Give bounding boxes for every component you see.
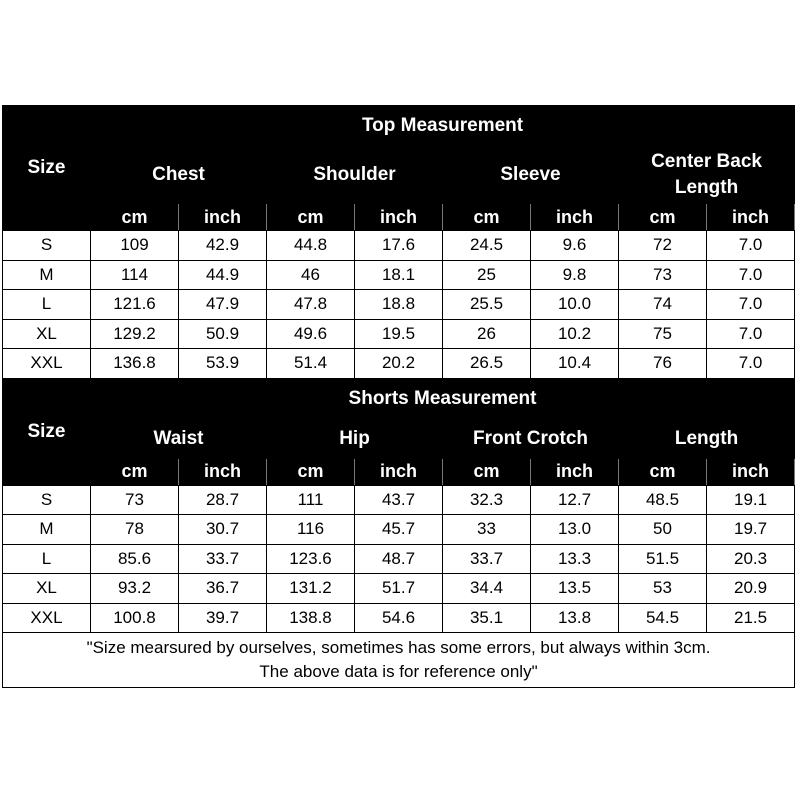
unit-cm: cm — [267, 204, 355, 231]
data-cell: 20.2 — [355, 349, 443, 379]
size-table — [2, 105, 795, 688]
data-cell: 25 — [443, 260, 531, 290]
data-cell: 20.3 — [707, 544, 795, 574]
data-cell: 30.7 — [179, 515, 267, 545]
unit-inch: inch — [355, 458, 443, 485]
data-cell: 7.0 — [707, 349, 795, 379]
data-cell: 123.6 — [267, 544, 355, 574]
data-cell: 33.7 — [179, 544, 267, 574]
unit-cm: cm — [619, 458, 707, 485]
data-cell: 18.1 — [355, 260, 443, 290]
data-cell: 109 — [91, 231, 179, 261]
table-row — [3, 574, 795, 604]
data-cell: 7.0 — [707, 231, 795, 261]
data-cell: 46 — [267, 260, 355, 290]
table-row — [3, 485, 795, 515]
unit-inch: inch — [179, 458, 267, 485]
table-row — [3, 290, 795, 320]
data-cell: 73 — [619, 260, 707, 290]
table-row — [3, 603, 795, 633]
data-cell: 10.2 — [531, 319, 619, 349]
data-cell: 44.9 — [179, 260, 267, 290]
unit-inch: inch — [355, 204, 443, 231]
data-cell: 35.1 — [443, 603, 531, 633]
data-cell: 19.5 — [355, 319, 443, 349]
data-cell: 45.7 — [355, 515, 443, 545]
data-cell: 18.8 — [355, 290, 443, 320]
data-cell: 19.1 — [707, 485, 795, 515]
data-cell: 111 — [267, 485, 355, 515]
data-cell: 7.0 — [707, 260, 795, 290]
data-cell: 53 — [619, 574, 707, 604]
note-line-2: The above data is for reference only" — [259, 662, 538, 681]
data-cell: 44.8 — [267, 231, 355, 261]
data-cell: 48.5 — [619, 485, 707, 515]
top-section — [3, 106, 795, 379]
shorts-column-hip: Hip — [267, 419, 443, 458]
data-cell: 138.8 — [267, 603, 355, 633]
data-cell: 51.5 — [619, 544, 707, 574]
data-cell: 13.8 — [531, 603, 619, 633]
disclaimer-note — [3, 633, 795, 688]
data-cell: 51.4 — [267, 349, 355, 379]
size-cell: M — [3, 515, 91, 545]
data-cell: 129.2 — [91, 319, 179, 349]
data-cell: 93.2 — [91, 574, 179, 604]
size-cell: XXL — [3, 349, 91, 379]
unit-cm: cm — [443, 458, 531, 485]
data-cell: 13.3 — [531, 544, 619, 574]
data-cell: 33 — [443, 515, 531, 545]
unit-cm: cm — [91, 204, 179, 231]
size-cell: XL — [3, 574, 91, 604]
table-row — [3, 349, 795, 379]
data-cell: 43.7 — [355, 485, 443, 515]
table-row — [3, 260, 795, 290]
data-cell: 136.8 — [91, 349, 179, 379]
data-cell: 73 — [91, 485, 179, 515]
shorts-measurement-title: Shorts Measurement — [91, 378, 795, 419]
data-cell: 72 — [619, 231, 707, 261]
data-cell: 54.5 — [619, 603, 707, 633]
data-cell: 10.4 — [531, 349, 619, 379]
unit-inch: inch — [707, 204, 795, 231]
data-cell: 53.9 — [179, 349, 267, 379]
note-line-1: "Size mearsured by ourselves, sometimes has some errors, but always within 3cm. — [86, 638, 711, 657]
unit-inch: inch — [179, 204, 267, 231]
size-cell: L — [3, 544, 91, 574]
shorts-column-front-crotch: Front Crotch — [443, 419, 619, 458]
unit-inch: inch — [531, 458, 619, 485]
size-cell: XL — [3, 319, 91, 349]
data-cell: 54.6 — [355, 603, 443, 633]
data-cell: 12.7 — [531, 485, 619, 515]
data-cell: 32.3 — [443, 485, 531, 515]
unit-cm: cm — [267, 458, 355, 485]
size-cell: S — [3, 485, 91, 515]
data-cell: 51.7 — [355, 574, 443, 604]
data-cell: 100.8 — [91, 603, 179, 633]
data-cell: 24.5 — [443, 231, 531, 261]
top-units-row — [3, 204, 795, 231]
shorts-units-row — [3, 458, 795, 485]
table-row — [3, 319, 795, 349]
table-row — [3, 544, 795, 574]
data-cell: 28.7 — [179, 485, 267, 515]
note-row — [3, 633, 795, 688]
unit-cm: cm — [619, 204, 707, 231]
data-cell: 39.7 — [179, 603, 267, 633]
data-cell: 26 — [443, 319, 531, 349]
shorts-section — [3, 378, 795, 688]
data-cell: 50.9 — [179, 319, 267, 349]
data-cell: 131.2 — [267, 574, 355, 604]
top-column-center-back-length: Center Back Length — [619, 147, 795, 204]
data-cell: 26.5 — [443, 349, 531, 379]
top-column-chest: Chest — [91, 147, 267, 204]
data-cell: 48.7 — [355, 544, 443, 574]
size-chart — [2, 105, 794, 688]
data-cell: 121.6 — [91, 290, 179, 320]
data-cell: 114 — [91, 260, 179, 290]
data-cell: 7.0 — [707, 319, 795, 349]
data-cell: 34.4 — [443, 574, 531, 604]
size-cell: XXL — [3, 603, 91, 633]
top-measurement-title: Top Measurement — [91, 106, 795, 147]
table-row — [3, 231, 795, 261]
data-cell: 78 — [91, 515, 179, 545]
data-cell: 13.5 — [531, 574, 619, 604]
data-cell: 36.7 — [179, 574, 267, 604]
top-size-header: Size — [3, 106, 91, 231]
data-cell: 9.8 — [531, 260, 619, 290]
data-cell: 10.0 — [531, 290, 619, 320]
shorts-size-header: Size — [3, 378, 91, 485]
data-cell: 13.0 — [531, 515, 619, 545]
data-cell: 47.9 — [179, 290, 267, 320]
table-row — [3, 515, 795, 545]
data-cell: 74 — [619, 290, 707, 320]
data-cell: 7.0 — [707, 290, 795, 320]
size-cell: L — [3, 290, 91, 320]
shorts-column-length: Length — [619, 419, 795, 458]
size-cell: M — [3, 260, 91, 290]
data-cell: 20.9 — [707, 574, 795, 604]
data-cell: 47.8 — [267, 290, 355, 320]
top-column-shoulder: Shoulder — [267, 147, 443, 204]
shorts-column-waist: Waist — [91, 419, 267, 458]
data-cell: 49.6 — [267, 319, 355, 349]
data-cell: 21.5 — [707, 603, 795, 633]
top-column-sleeve: Sleeve — [443, 147, 619, 204]
unit-inch: inch — [707, 458, 795, 485]
data-cell: 75 — [619, 319, 707, 349]
data-cell: 42.9 — [179, 231, 267, 261]
data-cell: 50 — [619, 515, 707, 545]
data-cell: 25.5 — [443, 290, 531, 320]
data-cell: 76 — [619, 349, 707, 379]
unit-cm: cm — [91, 458, 179, 485]
data-cell: 9.6 — [531, 231, 619, 261]
data-cell: 33.7 — [443, 544, 531, 574]
unit-inch: inch — [531, 204, 619, 231]
data-cell: 17.6 — [355, 231, 443, 261]
data-cell: 116 — [267, 515, 355, 545]
unit-cm: cm — [443, 204, 531, 231]
size-cell: S — [3, 231, 91, 261]
data-cell: 19.7 — [707, 515, 795, 545]
data-cell: 85.6 — [91, 544, 179, 574]
